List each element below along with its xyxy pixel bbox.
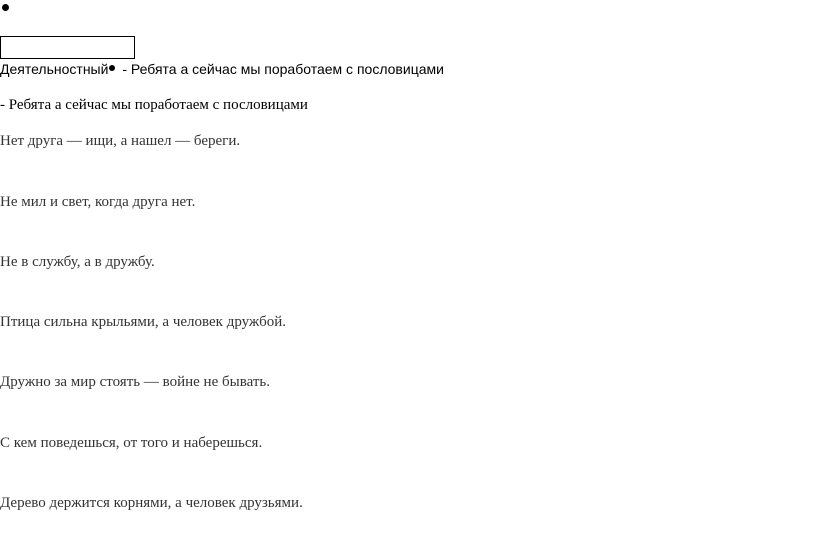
bullet-icon — [109, 65, 115, 71]
empty-text-box[interactable] — [0, 36, 135, 59]
proverb-item: Дерево держится корнями, а человек друзьями. — [0, 495, 303, 511]
activity-label: Деятельностный — [0, 61, 109, 77]
proverb-item: Нет друга — ищи, а нашел — береги. — [0, 133, 241, 149]
activity-line — [0, 61, 444, 77]
activity-instruction: - Ребята а сейчас мы поработаем с пословицами — [122, 61, 444, 77]
proverb-item: Не в службу, а в дружбу. — [0, 254, 155, 270]
proverb-item: Не мил и свет, когда друга нет. — [0, 194, 196, 210]
proverb-item: Птица сильна крыльями, а человек дружбой. — [0, 314, 287, 330]
bullet-icon — [2, 4, 9, 11]
proverb-item: Дружно за мир стоять — войне не бывать. — [0, 374, 270, 390]
instruction-heading: - Ребята а сейчас мы поработаем с пословицами — [0, 97, 308, 113]
proverb-item: С кем поведешься, от того и наберешься. — [0, 435, 263, 451]
